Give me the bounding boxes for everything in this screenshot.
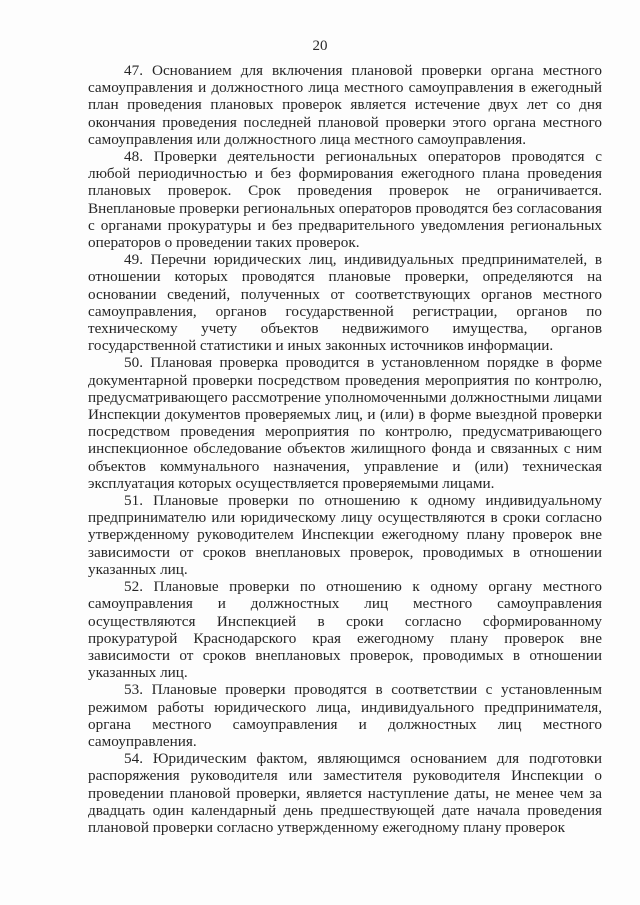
document-body xyxy=(88,62,602,836)
page-number: 20 xyxy=(312,38,328,54)
paragraph-51: 51. Плановые проверки по отношению к одному индивидуальному предпринимателю или юридическому лицу осуществляются в сроки согласно утвержденному руководителем Инспекции ежегодному плану проверок вне зависимости от сроков внеплановых проверок, проводимых в отношении указанных лиц. xyxy=(88,492,602,578)
paragraph-54: 54. Юридическим фактом, являющимся основанием для подготовки распоряжения руководителя или заместителя руководителя Инспекции о проведении плановой проверки, является наступление даты, не менее чем за двадцать один календарный день предшествующей дате начала проведения плановой проверки согласно утвержденному ежегодному плану проверок xyxy=(88,750,602,836)
paragraph-47: 47. Основанием для включения плановой проверки органа местного самоуправления и должностного лица местного самоуправления в ежегодный план проведения плановых проверок является истечение двух лет со дня окончания проведения последней плановой проверки этого органа местного самоуправления или должностного лица местного самоуправления. xyxy=(88,62,602,148)
paragraph-48: 48. Проверки деятельности региональных операторов проводятся с любой периодичностью и без формирования ежегодного плана проведения плановых проверок. Срок проведения проверок не ограничивается. Внеплановые проверки региональных операторов проводятся без согласования с органами прокуратуры и без предварительного уведомления региональных операторов о проведении таких проверок. xyxy=(88,148,602,252)
paragraph-50: 50. Плановая проверка проводится в установленном порядке в форме документарной проверки посредством проведения мероприятия по контролю, предусматривающего рассмотрение уполномоченными должностными лицами Инспекции документов проверяемых лиц, и (или) в форме выездной проверки посредством проведения мероприятия по контролю, предусматривающего инспекционное обследование объектов жилищного фонда и связанных с ним объектов коммунального назначения, управление и (или) техническая эксплуатация которых осуществляется проверяемыми лицами. xyxy=(88,354,602,492)
paragraph-49: 49. Перечни юридических лиц, индивидуальных предпринимателей, в отношении которых проводятся плановые проверки, определяются на основании сведений, полученных от соответствующих органов местного самоуправления, органов государственной регистрации, органов по техническому учету объектов недвижимого имущества, органов государственной статистики и иных законных источников информации. xyxy=(88,251,602,355)
paragraph-52: 52. Плановые проверки по отношению к одному органу местного самоуправления и должностных лиц местного самоуправления осуществляются Инспекцией в сроки согласно сформированному прокуратурой Краснодарского края ежегодному плану проверок вне зависимости от сроков внеплановых проверок, проводимых в отношении указанных лиц. xyxy=(88,578,602,682)
paragraph-53: 53. Плановые проверки проводятся в соответствии с установленным режимом работы юридического лица, индивидуального предпринимателя, органа местного самоуправления и должностных лиц местного самоуправления. xyxy=(88,681,602,750)
